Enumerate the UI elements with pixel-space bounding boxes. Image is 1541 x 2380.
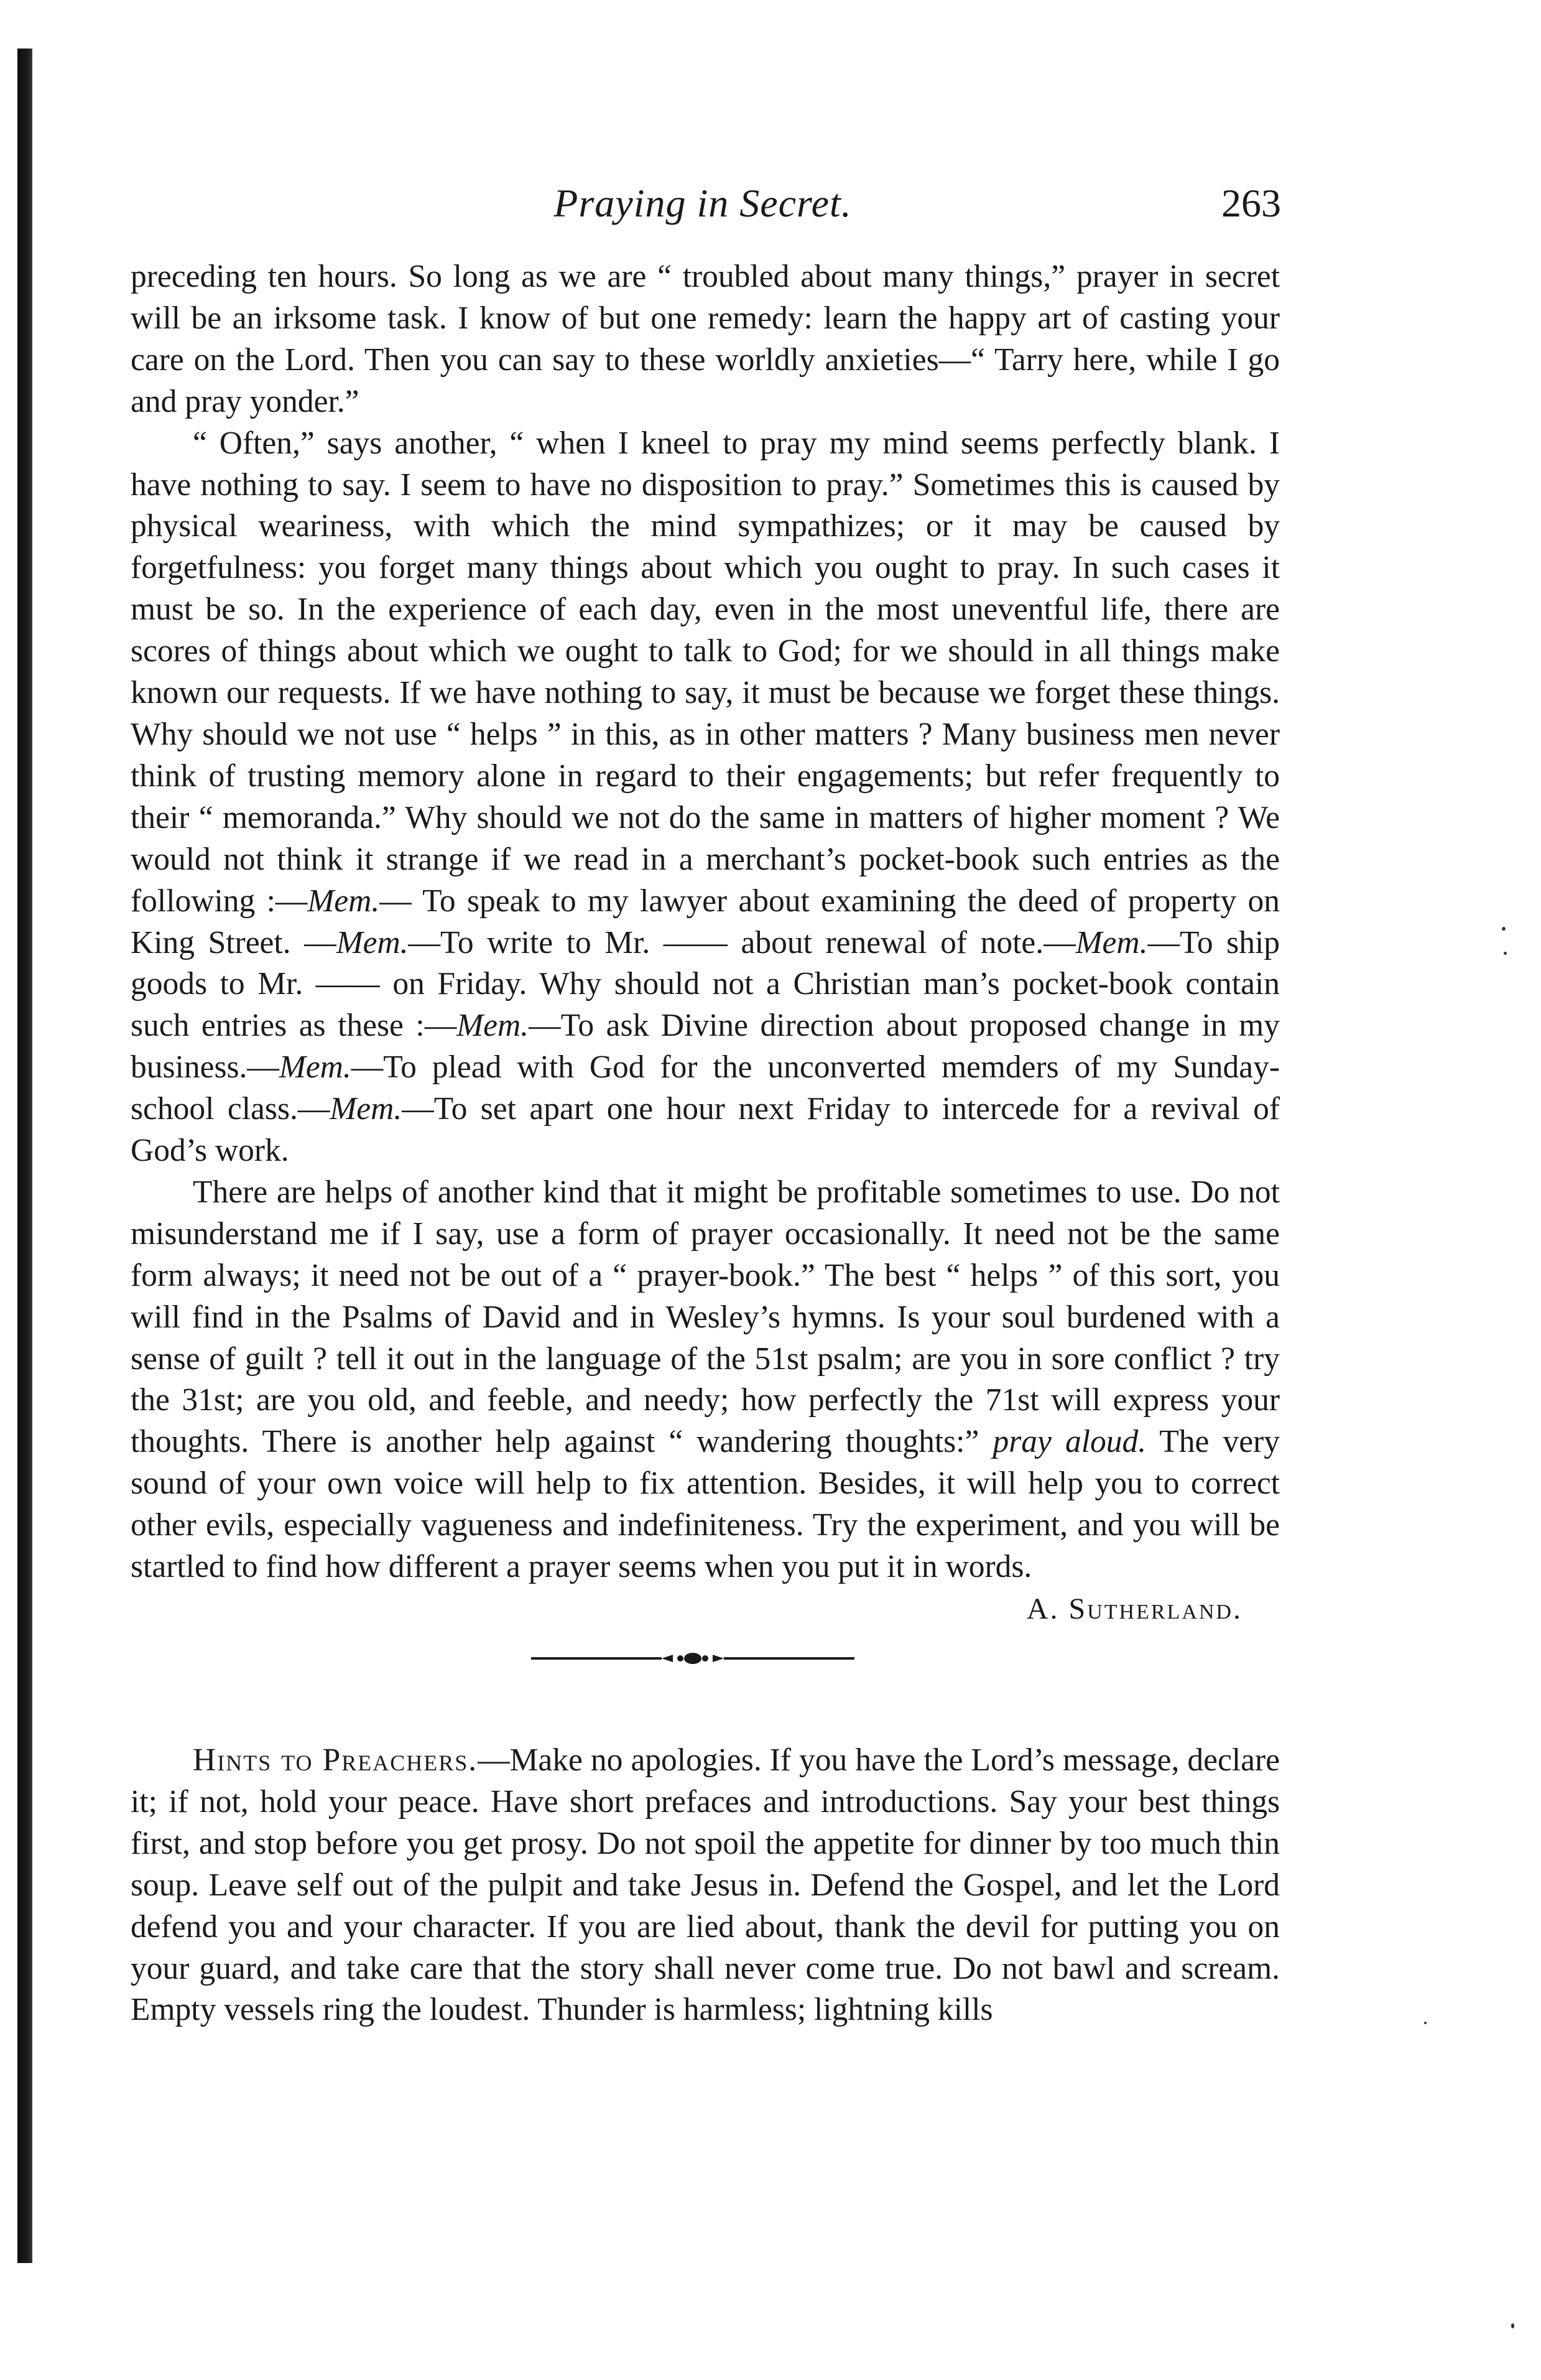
paragraph-2-text-d: —To ship goods to Mr. —— on Friday. Why should not a Christian man’s pocket-book contain such entries as these :— [131, 924, 1280, 1044]
hints-heading: Hints to Preachers. [193, 1742, 478, 1778]
paragraph-2-text-g: —To set apart one hour next Friday to intercede for a revival of God’s work. [131, 1091, 1280, 1169]
hints-paragraph [131, 1740, 1280, 2031]
mem-abbrev: Mem. [330, 1091, 402, 1127]
paragraph-2-text-c: —To write to Mr. —— about renewal of note.— [408, 924, 1076, 960]
page-number: 263 [1221, 181, 1281, 225]
paragraph-1 [131, 256, 1280, 423]
mem-abbrev: Mem. [1075, 924, 1148, 960]
paragraph-2 [131, 423, 1280, 1172]
mem-abbrev: Mem. [336, 924, 409, 960]
mem-abbrev: Mem. [456, 1008, 529, 1044]
scan-speck [1504, 952, 1507, 955]
author-signature: A. Sutherland. [1026, 1592, 1243, 1625]
paragraph-2-text-e: —To ask Divine direction about proposed change in my business.— [131, 1008, 1280, 1085]
scan-speck [1511, 2323, 1514, 2328]
mem-abbrev: Mem. [307, 883, 380, 919]
paragraph-2-text-f: —To plead with God for the unconverted memders of my Sunday-school class.— [131, 1049, 1280, 1127]
page-binding-edge [17, 49, 32, 2263]
paragraph-3-text-b: The very sound of your own voice will help to fix attention. Besides, it will help you to correct other evils, especially vagueness and indefiniteness. Try the experiment, and you will be startled to find how different a prayer seems when you put it in words. [131, 1424, 1280, 1585]
scan-speck [1502, 927, 1506, 931]
paragraph-3-text-a: There are helps of another kind that it might be profitable sometimes to use. Do not misunderstand me if I say, use a form of prayer occasionally. It need not be the same form always; it need not be out of a “ prayer-book.” The best “ helps ” of this sort, you will find in the Psalms of David and in Wesley’s hymns. Is your soul burdened with a sense of guilt ? tell it out in the language of the 51st psalm; are you in sore conflict ? try the 31st; are you old, and feeble, and needy; how perfectly the 71st will express your thoughts. There is another help against “ wandering thoughts:” [131, 1174, 1280, 1460]
pray-aloud-emphasis: pray aloud. [993, 1424, 1147, 1460]
section-divider-ornament [531, 1649, 854, 1668]
running-head [124, 180, 1281, 249]
paragraph-2-text-b: — To speak to my lawyer about examining the deed of property on King Street. — [131, 883, 1280, 960]
running-title: Praying in Secret. [553, 181, 852, 225]
paragraph-2-text-a: “ Often,” says another, “ when I kneel to pray my mind seems perfectly blank. I have nothing to say. I seem to have no disposition to pray.” Sometimes this is caused by physical weariness, with which the mind sympathizes; or it may be caused by forgetfulness: you forget many things about which you ought to pray. In such cases it must be so. In the experience of each day, even in the most uneventful life, there are scores of things about which we ought to talk to God; for we should in all things make known our requests. If we have nothing to say, it must be because we forget these things. Why should we not use “ helps ” in this, as in other matters ? Many business men never think of trusting memory alone in regard to their engagements; but refer frequently to their “ memoranda.” Why should we not do the same in matters of higher moment ? We would not think it strange if we read in a merchant’s pocket-book such entries as the following :— [131, 425, 1280, 919]
mem-abbrev: Mem. [279, 1049, 351, 1085]
paragraph-3 [131, 1172, 1280, 1588]
page-body [131, 256, 1280, 2031]
hints-text: —Make no apologies. If you have the Lord’s message, declare it; if not, hold your peace. Have short prefaces and introductions. Say your best things first, and stop before you get prosy. Do not spoil the appetite for dinner by too much thin soup. Leave self out of the pulpit and take Jesus in. Defend the Gospel, and let the Lord defend you and your character. If you are lied about, thank the devil for putting you on your guard, and take care that the story shall never come true. Do not bawl and scream. Empty vessels ring the loudest. Thunder is harmless; lightning kills [131, 1742, 1280, 2028]
scan-speck [1424, 2022, 1427, 2024]
paragraph-1-text: preceding ten hours. So long as we are “ troubled about many things,” prayer in secret will be an irksome task. I know of but one remedy: learn the happy art of casting your care on the Lord. Then you can say to these worldly anxieties—“ Tarry here, while I go and pray yonder.” [131, 259, 1280, 419]
